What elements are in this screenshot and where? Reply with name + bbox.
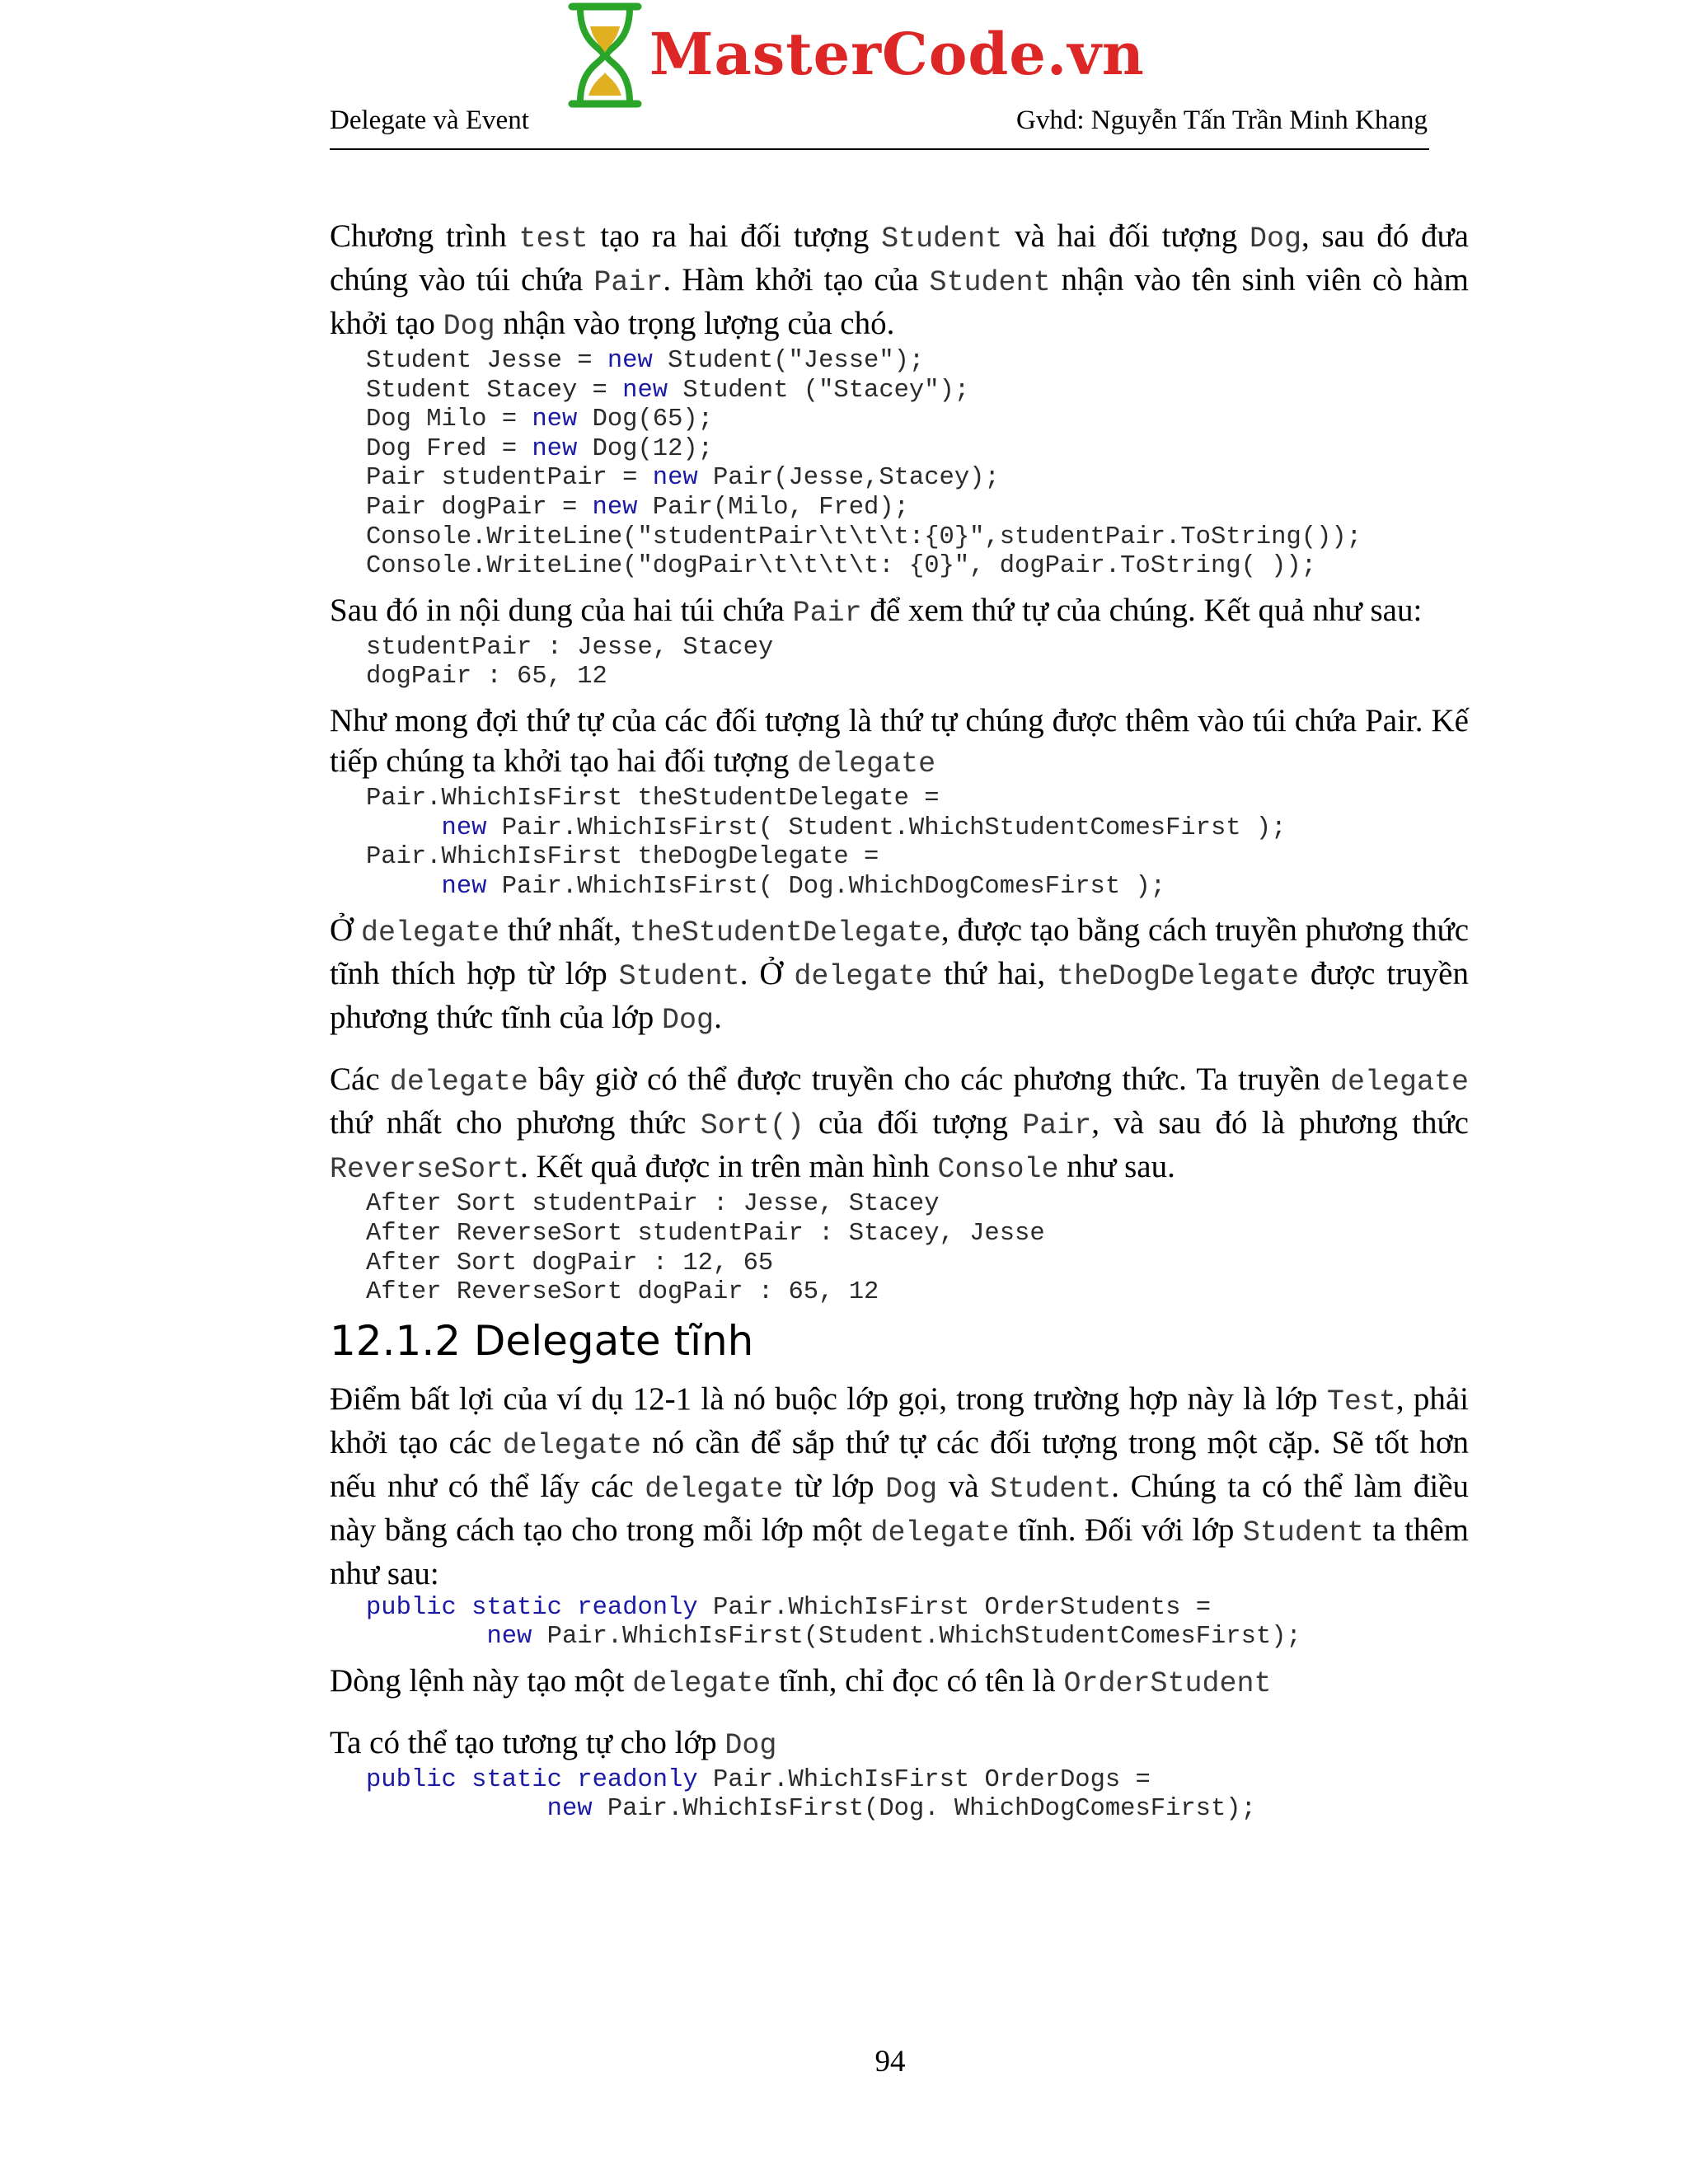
paragraph: Như mong đợi thứ tự của các đối tượng là thứ tự chúng được thêm vào túi chứa Pair. Kế tiếp chúng ta khởi tạo hai đối tượng delegate [330,702,1469,780]
paragraph: Dòng lệnh này tạo một delegate tĩnh, chỉ đọc có tên là OrderStudent [330,1662,1272,1700]
header-instructor: Gvhd: Nguyễn Tấn Trần Minh Khang [1016,105,1428,135]
section-heading: 12.1.2 Delegate tĩnh [330,1316,754,1365]
paragraph: Sau đó in nội dung của hai túi chứa Pair để xem thứ tự của chúng. Kết quả như sau: [330,592,1423,630]
header-divider [330,148,1429,150]
page-content [330,216,1469,1833]
code-block: Student Jesse = new Student("Jesse"); Student Stacey = new Student ("Stacey"); Dog Milo = new Dog(65); Dog Fred = new Dog(12); Pair studentPair = new Pair(Jesse,Stacey); Pair dogPair = new Pair(Milo, Fred); Console.WriteLine("studentPair\t\t\t:{0}",studentPair.ToString()); Console.WriteLine("dogPair\t\t\t\t: {0}", dogPair.ToString( )); [366,347,1362,581]
output-block: studentPair : Jesse, Stacey dogPair : 65, 12 [366,633,774,691]
code-block: Pair.WhichIsFirst theStudentDelegate = new Pair.WhichIsFirst( Student.WhichStudentComesFirst ); Pair.WhichIsFirst theDogDelegate = new Pair.WhichIsFirst( Dog.WhichDogComesFirst ); [366,784,1287,901]
header-title: Delegate và Event [330,105,529,135]
code-block: public static readonly Pair.WhichIsFirst OrderDogs = new Pair.WhichIsFirst(Dog. WhichDogComesFirst); [366,1765,1256,1824]
mastercode-logo [565,2,1145,109]
paragraph: Ta có thể tạo tương tự cho lớp Dog [330,1724,777,1762]
paragraph: Ở delegate thứ nhất, theStudentDelegate, được tạo bằng cách truyền phương thức tĩnh thích hợp từ lớp Student. Ở delegate thứ hai, theDogDelegate được truyền phương thức tĩnh của lớp Dog. [330,912,1469,1038]
paragraph: Điểm bất lợi của ví dụ 12-1 là nó buộc lớp gọi, trong trường hợp này là lớp Test, phải khởi tạo các delegate nó cần để sắp thứ tự các đối tượng trong một cặp. Sẽ tốt hơn nếu như có thể lấy các delegate từ lớp Dog và Student. Chúng ta có thể làm điều này bằng cách tạo cho trong mỗi lớp một delegate tĩnh. Đối với lớp Student ta thêm như sau: [330,1380,1470,1591]
code-block: public static readonly Pair.WhichIsFirst OrderStudents = new Pair.WhichIsFirst(Student.WhichStudentComesFirst); [366,1593,1301,1652]
paragraph: Các delegate bây giờ có thể được truyền cho các phương thức. Ta truyền delegate thứ nhất cho phương thức Sort() của đối tượng Pair, và sau đó là phương thức ReverseSort. Kết quả được in trên màn hình Console như sau. [330,1062,1469,1187]
logo-text: MasterCode.vn [649,20,1145,88]
paragraph: Chương trình test tạo ra hai đối tượng Student và hai đối tượng Dog, sau đó đưa chúng vào túi chứa Pair. Hàm khởi tạo của Student nhận vào tên sinh viên cò hàm khởi tạo Dog nhận vào trọng lượng của chó. [330,218,1469,343]
output-block: After Sort studentPair : Jesse, Stacey After ReverseSort studentPair : Stacey, Jesse After Sort dogPair : 12, 65 After ReverseSort dogPair : 65, 12 [366,1190,1045,1307]
hourglass-icon [565,2,645,109]
page-number: 94 [874,2045,906,2079]
